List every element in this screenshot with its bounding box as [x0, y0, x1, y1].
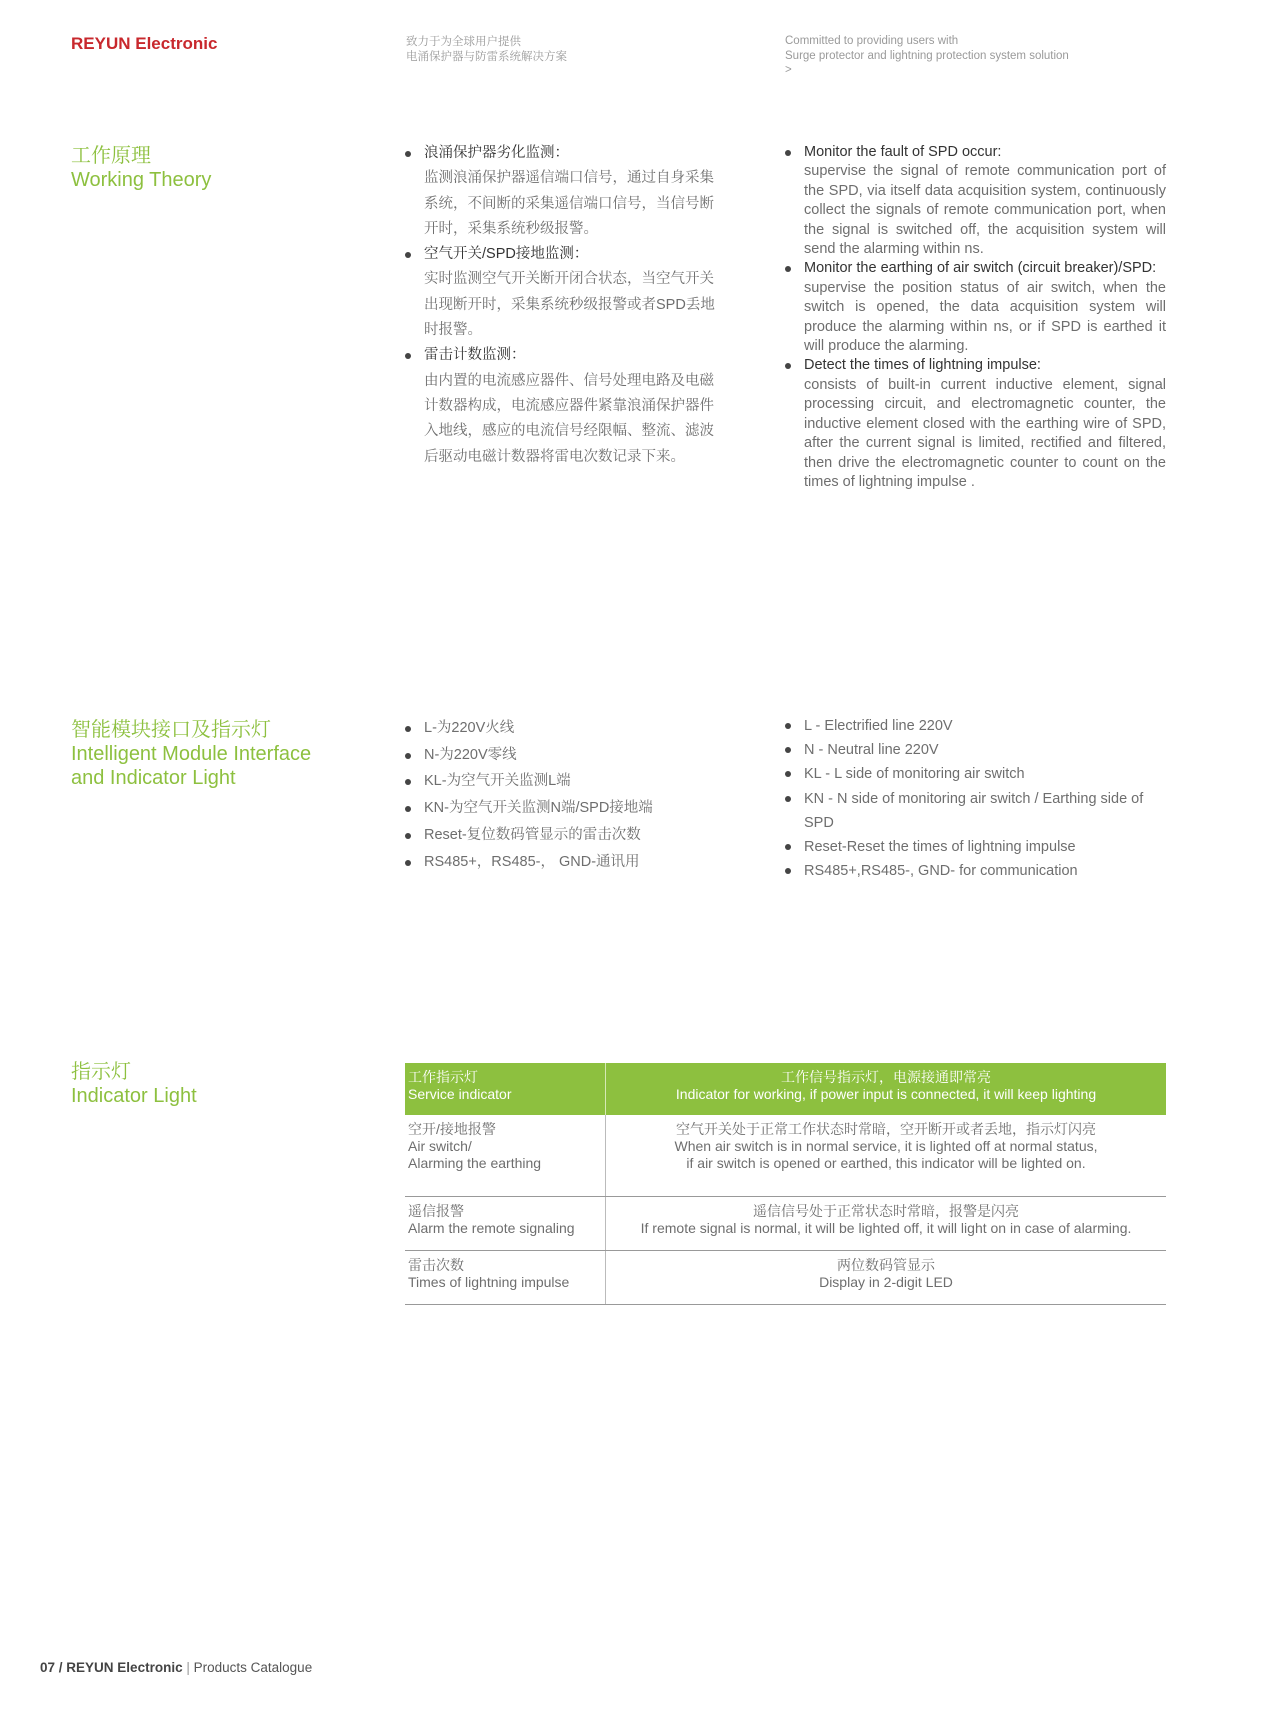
list-item: Reset-复位数码管显示的雷击次数	[405, 822, 745, 849]
title-cn: 智能模块接口及指示灯	[71, 719, 271, 741]
item-head: Detect the times of lightning impulse:	[804, 357, 1041, 374]
indicator-name: 遥信报警 Alarm the remote signaling	[405, 1196, 606, 1250]
item-body: 实时监测空气开关断开闭合状态，当空气开关出现断开时，采集系统秒级报警或者SPD丢地时报警。	[424, 271, 715, 339]
page-number: 07 /	[40, 1660, 63, 1675]
footer-separator: |	[186, 1660, 190, 1675]
item-body: supervise the position status of air switch, when the switch is opened, the data acquisition system will produce the alarming within ns, or if SPD is earthed it will produce the alarming.	[804, 279, 1166, 355]
tagline-en	[785, 34, 1069, 78]
title-en: Working Theory	[71, 169, 212, 191]
list-item	[405, 141, 727, 242]
more-arrow[interactable]: >	[785, 64, 792, 76]
indicator-table	[405, 1063, 1166, 1305]
item-head: Monitor the earthing of air switch (circuit breaker)/SPD:	[804, 260, 1157, 277]
list-item: KL-为空气开关监测L端	[405, 768, 745, 795]
list-item: RS485+，RS485-， GND-通讯用	[405, 849, 745, 876]
indicator-desc: 两位数码管显示 Display in 2-digit LED	[606, 1250, 1167, 1304]
tagline-cn-line: 致力于为全球用户提供	[406, 36, 521, 48]
indicator-name: 空开/接地报警 Air switch/ Alarming the earthing	[405, 1115, 606, 1196]
section-title-working-theory	[71, 144, 211, 192]
working-theory-cn-list	[405, 141, 727, 470]
footer-brand: REYUN Electronic	[66, 1660, 183, 1675]
brand-logo: REYUN Electronic	[71, 34, 218, 53]
list-item: N-为220V零线	[405, 742, 745, 769]
item-head: 空气开关/SPD接地监测：	[424, 246, 589, 263]
section-title-interface	[71, 718, 311, 790]
section-title-indicator	[71, 1060, 197, 1108]
list-item	[405, 343, 727, 469]
table-row	[405, 1196, 1166, 1250]
item-head: 雷击计数监测：	[424, 347, 526, 364]
footer	[40, 1660, 312, 1675]
list-item: Reset-Reset the times of lightning impulse	[785, 835, 1166, 859]
indicator-desc: 遥信信号处于正常状态时常暗，报警是闪亮 If remote signal is normal, it will be lighted off, it will light on in case of alarming.	[606, 1196, 1167, 1250]
list-item: KN-为空气开关监测N端/SPD接地端	[405, 795, 745, 822]
list-item: RS485+,RS485-, GND- for communication	[785, 859, 1166, 883]
list-item	[785, 259, 1166, 356]
title-en: and Indicator Light	[71, 767, 236, 789]
list-item: L-为220V火线	[405, 715, 745, 742]
tagline-en-line: Committed to providing users with	[785, 35, 959, 47]
list-item	[405, 242, 727, 343]
list-item	[785, 356, 1166, 492]
list-item: L - Electrified line 220V	[785, 714, 1166, 738]
table-row	[405, 1115, 1166, 1196]
table-row	[405, 1250, 1166, 1304]
working-theory-en-list	[785, 143, 1166, 492]
interface-cn-list	[405, 715, 745, 875]
indicator-name: 工作指示灯 Service indicator	[405, 1063, 606, 1115]
list-item: KL - L side of monitoring air switch	[785, 762, 1166, 786]
tagline-en-line: Surge protector and lightning protection system solution	[785, 49, 1069, 62]
indicator-name: 雷击次数 Times of lightning impulse	[405, 1250, 606, 1304]
interface-en-list	[785, 714, 1166, 883]
footer-catalogue: Products Catalogue	[193, 1660, 313, 1675]
list-item: N - Neutral line 220V	[785, 738, 1166, 762]
item-body: 由内置的电流感应器件、信号处理电路及电磁计数器构成，电流感应器件紧靠浪涌保护器件入地线，感应的电流信号经限幅、整流、滤波后驱动电磁计数器将雷电次数记录下来。	[424, 372, 714, 465]
item-head: Monitor the fault of SPD occur:	[804, 144, 1002, 160]
tagline-cn-line: 电涌保护器与防雷系统解决方案	[406, 50, 567, 63]
item-body: supervise the signal of remote communication port of the SPD, via itself data acquisition system, continuously collect the signals of remote communication port, when the signal is switched off, the acquisition system will send the alarming within ns.	[804, 163, 1166, 258]
title-en: Indicator Light	[71, 1085, 197, 1107]
indicator-desc: 工作信号指示灯，电源接通即常亮 Indicator for working, if power input is connected, it will keep lighting	[606, 1063, 1167, 1115]
title-cn: 指示灯	[71, 1061, 131, 1083]
table-row	[405, 1063, 1166, 1115]
tagline-cn	[406, 35, 567, 64]
title-cn: 工作原理	[71, 145, 151, 167]
item-body: consists of built-in current inductive element, signal processing circuit, and electromagnetic counter, the inductive element closed with the earthing wire of SPD, after the current signal is limited, rectified and filtered, then drive the electromagnetic counter to count on the times of lightning impulse .	[804, 376, 1166, 490]
item-head: 浪涌保护器劣化监测：	[424, 145, 569, 161]
indicator-desc: 空气开关处于正常工作状态时常暗，空开断开或者丢地，指示灯闪亮 When air switch is in normal service, it is lighted off at normal status, if air switch is opened or earthed, this indicator will be lighted on.	[606, 1115, 1167, 1196]
title-en: Intelligent Module Interface	[71, 743, 312, 765]
item-body: 监测浪涌保护器遥信端口信号，通过自身采集系统，不间断的采集遥信端口信号，当信号断开时，采集系统秒级报警。	[424, 170, 714, 237]
list-item	[785, 143, 1166, 259]
list-item: KN - N side of monitoring air switch / Earthing side of SPD	[785, 787, 1166, 835]
